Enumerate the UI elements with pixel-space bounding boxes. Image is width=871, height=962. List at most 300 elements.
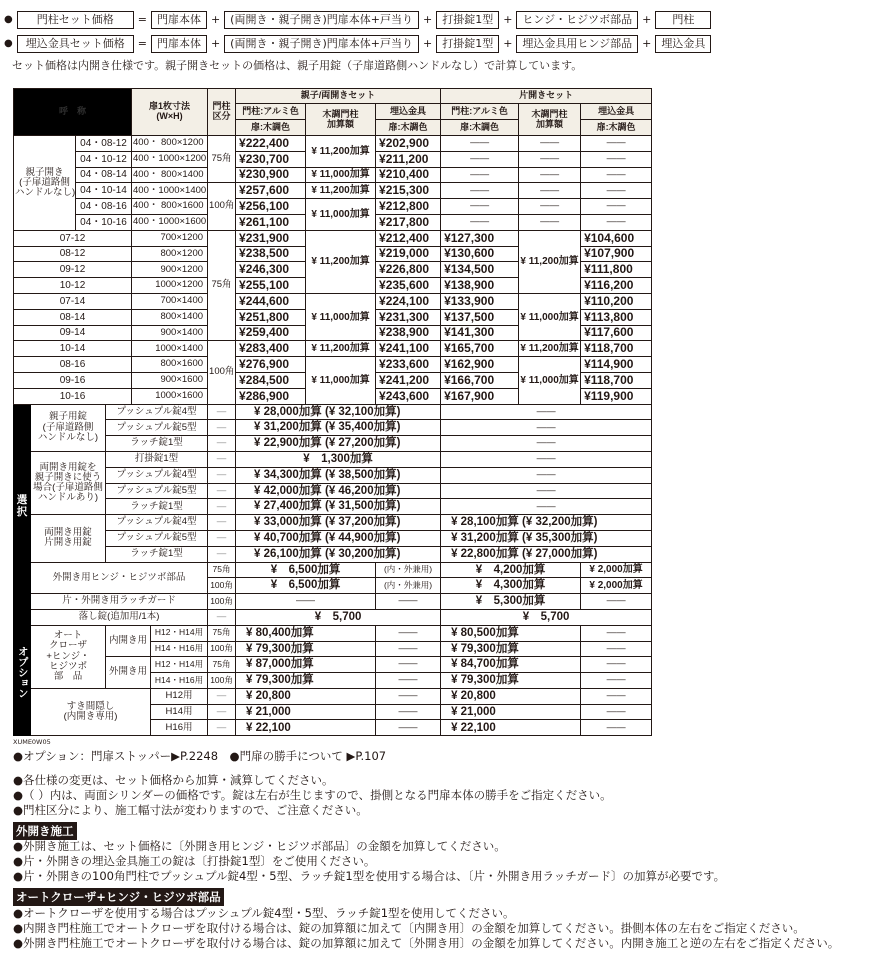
wood-add: ¥ 11,000加算 — [519, 357, 581, 404]
header-door-wood: 扉:木調色 — [376, 120, 441, 136]
size: 700×1400 — [132, 293, 208, 309]
price: ¥ 87,000加算 — [236, 657, 376, 673]
price: ¥ 6,500加算 — [236, 578, 376, 594]
select-section-label: 選 択 — [14, 404, 31, 609]
dash: — — [208, 609, 236, 625]
pillar: 100角 — [208, 183, 236, 230]
height-range: H12・H14用 — [151, 657, 208, 673]
dash: — — [208, 404, 236, 420]
code: 04・10-12 — [76, 151, 132, 167]
code: 04・10-16 — [76, 214, 132, 230]
dash: —— — [376, 657, 441, 673]
price: ¥284,500 — [236, 372, 306, 388]
price: ¥212,800 — [376, 199, 441, 215]
wood-add: ¥ 11,200加算 — [306, 136, 376, 168]
price: ¥246,300 — [236, 262, 306, 278]
size: 900×1200 — [132, 262, 208, 278]
table-row — [14, 357, 652, 373]
dash: —— — [376, 688, 441, 704]
size: 800×1400 — [132, 309, 208, 325]
equals: = — [137, 13, 147, 26]
table-row — [14, 530, 652, 546]
oyako-lock-price: ¥ 1,300加算 — [236, 451, 441, 467]
dash: —— — [581, 594, 652, 610]
price: ¥165,700 — [441, 341, 519, 357]
oyako-lock-price: ¥ 22,900加算 (¥ 27,200加算) — [236, 436, 441, 452]
note: ●外開き門柱施工でオートクローザを取付ける場合は、錠の加算額に加えて〔外開き用〕の金額を加算してください。内開き施工と逆の左右をご指定ください。 — [13, 936, 840, 950]
kata-lock-price: ¥ 31,200加算 (¥ 35,300加算) — [441, 530, 652, 546]
note: ●片・外開きの埋込金具施工の錠は〔打掛錠1型〕をご使用ください。 — [13, 854, 376, 868]
footer-notes — [0, 738, 871, 962]
size: 1000×1400 — [132, 341, 208, 357]
price: ¥219,000 — [376, 246, 441, 262]
price: ¥ 80,400加算 — [236, 625, 376, 641]
price: ¥ 5,700 — [236, 609, 441, 625]
dash: —— — [441, 420, 652, 436]
dash: — — [208, 420, 236, 436]
price: ¥212,400 — [376, 230, 441, 246]
bullet: ● — [4, 38, 13, 49]
formula-embed-set — [4, 34, 711, 53]
pillar: 100角 — [208, 673, 236, 689]
code: 08-16 — [14, 357, 132, 373]
dash: —— — [441, 167, 519, 183]
dash: —— — [376, 641, 441, 657]
table-row — [14, 341, 652, 357]
lock-group-label: 親子用錠 (子扉道路側 ハンドルなし) — [31, 404, 106, 451]
dash: — — [208, 688, 236, 704]
plus: + — [503, 13, 513, 26]
outward-label: 外開き用 — [106, 657, 151, 689]
dash: —— — [581, 688, 652, 704]
lock-type: ラッチ錠1型 — [106, 436, 208, 452]
table-row — [14, 499, 652, 515]
pillar: 100角 — [208, 341, 236, 404]
dash: —— — [441, 183, 519, 199]
lock-group-label: 両開き用錠を 親子開きに使う 場合(子扉道路側 ハンドルあり) — [31, 451, 106, 514]
size: 400・1000×1400 — [132, 183, 208, 199]
dash: — — [208, 499, 236, 515]
price: ¥222,400 — [236, 136, 306, 152]
price: ¥ 4,300加算 — [441, 578, 581, 594]
price: ¥276,900 — [236, 357, 306, 373]
kata-lock-price: ¥ 22,800加算 (¥ 27,000加算) — [441, 546, 652, 562]
table-row — [14, 451, 652, 467]
wood-add: ¥ 11,200加算 — [306, 230, 376, 293]
oyako-lock-price: ¥ 28,000加算 (¥ 32,100加算) — [236, 404, 441, 420]
size: 800×1600 — [132, 357, 208, 373]
dash: — — [208, 451, 236, 467]
note: ●（ ）内は、両面シリンダーの価格です。錠は左右が生じますので、掛側となる門扉本体の勝手をご指定ください。 — [13, 788, 612, 802]
dash: —— — [441, 451, 652, 467]
dash: —— — [581, 151, 652, 167]
oyako-lock-price: ¥ 42,000加算 (¥ 46,200加算) — [236, 483, 441, 499]
note: ●内開き門柱施工でオートクローザを取付ける場合は、錠の加算額に加えて〔内開き用〕の金額を加算してください。掛側本体の左右をご指定ください。 — [13, 921, 805, 935]
price: ¥166,700 — [441, 372, 519, 388]
oyako-lock-price: ¥ 34,300加算 (¥ 38,500加算) — [236, 467, 441, 483]
price: ¥ 80,500加算 — [441, 625, 581, 641]
header-pillar: 門柱 区分 — [208, 89, 236, 136]
pillar: 75角 — [208, 230, 236, 341]
price: ¥ 79,300加算 — [441, 641, 581, 657]
dash: — — [208, 467, 236, 483]
dash: —— — [519, 183, 581, 199]
dash: —— — [581, 657, 652, 673]
plus: + — [503, 37, 513, 50]
dash: —— — [441, 151, 519, 167]
price: ¥ 2,000加算 — [581, 578, 652, 594]
price: ¥224,100 — [376, 293, 441, 309]
price: ¥244,600 — [236, 293, 306, 309]
price: ¥114,900 — [581, 357, 652, 373]
size: 400・1000×1200 — [132, 151, 208, 167]
wood-add: ¥ 11,000加算 — [306, 199, 376, 231]
dash: —— — [236, 594, 376, 610]
formula-term: 埋込金具 — [655, 35, 711, 53]
pillar: 100角 — [208, 641, 236, 657]
price: ¥ 5,700 — [441, 609, 652, 625]
size: 900×1400 — [132, 325, 208, 341]
section-title-autocloser: オートクローザ+ヒンジ・ヒジツボ部品 — [13, 888, 224, 906]
code: 09-12 — [14, 262, 132, 278]
lock-type: プッシュプル錠4型 — [106, 515, 208, 531]
oyako-lock-price: ¥ 33,000加算 (¥ 37,200加算) — [236, 515, 441, 531]
price: ¥256,100 — [236, 199, 306, 215]
formula-pillar-set — [4, 10, 711, 29]
inward-label: 内開き用 — [106, 625, 151, 657]
header-kata-set: 片開きセット — [441, 89, 652, 104]
price: ¥283,400 — [236, 341, 306, 357]
table-row — [14, 609, 652, 625]
code: 04・08-16 — [76, 199, 132, 215]
table-row — [14, 167, 652, 183]
formula-term: (両開き・親子開き)門扉本体+戸当り — [224, 35, 419, 53]
size: 800×1200 — [132, 246, 208, 262]
table-row — [14, 293, 652, 309]
dash: —— — [581, 167, 652, 183]
wood-add: ¥ 11,200加算 — [519, 230, 581, 293]
table-row — [14, 688, 652, 704]
wood-add: ¥ 11,000加算 — [519, 293, 581, 340]
formula-name: 門柱セット価格 — [17, 11, 134, 29]
price: ¥104,600 — [581, 230, 652, 246]
dash: —— — [376, 594, 441, 610]
dash: —— — [519, 167, 581, 183]
code: 07-14 — [14, 293, 132, 309]
lock-type: ラッチ錠1型 — [106, 546, 208, 562]
header-door-wood: 扉:木調色 — [441, 120, 519, 136]
dash: — — [208, 720, 236, 736]
header-door-wood: 扉:木調色 — [581, 120, 652, 136]
table-row — [14, 404, 652, 420]
price: ¥119,900 — [581, 388, 652, 404]
price: ¥127,300 — [441, 230, 519, 246]
option-reference: ●オプション：門扉ストッパー▶P.2248 ●門扉の勝手について ▶P.107 — [13, 749, 387, 763]
price: ¥ 4,200加算 — [441, 562, 581, 578]
dash: —— — [581, 199, 652, 215]
hinge-label: 外開き用ヒンジ・ヒジツボ部品 — [31, 562, 208, 594]
price: ¥ 5,300加算 — [441, 594, 581, 610]
price: ¥261,100 — [236, 214, 306, 230]
note: ●各仕様の変更は、セット価格から加算・減算してください。 — [13, 773, 334, 787]
table-row — [14, 483, 652, 499]
code: 10-12 — [14, 278, 132, 294]
header-embed: 埋込金具 — [581, 104, 652, 120]
note: ●外開き施工は、セット価格に〔外開き用ヒンジ・ヒジツボ部品〕の金額を加算してください。 — [13, 839, 506, 853]
price: ¥251,800 — [236, 309, 306, 325]
price: ¥ 79,300加算 — [441, 673, 581, 689]
code: 07-12 — [14, 230, 132, 246]
code: 04・08-12 — [76, 136, 132, 152]
catalog-code: XUME0W05 — [13, 738, 51, 746]
formula-term: 打掛錠1型 — [436, 11, 499, 29]
dash: —— — [519, 214, 581, 230]
dash: —— — [441, 467, 652, 483]
price: ¥134,500 — [441, 262, 519, 278]
height: H16用 — [151, 720, 208, 736]
wood-add: ¥ 11,000加算 — [306, 357, 376, 404]
price: ¥211,200 — [376, 151, 441, 167]
pillar: 100角 — [208, 578, 236, 594]
price: ¥117,600 — [581, 325, 652, 341]
dash: —— — [581, 183, 652, 199]
price: ¥257,600 — [236, 183, 306, 199]
dash: —— — [581, 720, 652, 736]
header-alumi: 門柱:アルミ色 — [236, 104, 306, 120]
table-row — [14, 625, 652, 641]
price: ¥231,900 — [236, 230, 306, 246]
dash: —— — [441, 214, 519, 230]
height-range: H12・H14用 — [151, 625, 208, 641]
price: ¥243,600 — [376, 388, 441, 404]
formula-name: 埋込金具セット価格 — [17, 35, 134, 53]
oyako-lock-price: ¥ 31,200加算 (¥ 35,400加算) — [236, 420, 441, 436]
set-note: セット価格は内開き仕様です。親子開きセットの価格は、親子用錠（子扉道路側ハンドルなし）で計算しています。 — [12, 59, 583, 72]
size: 1000×1600 — [132, 388, 208, 404]
price: ¥259,400 — [236, 325, 306, 341]
wood-add: ¥ 11,200加算 — [306, 183, 376, 199]
dash: —— — [519, 199, 581, 215]
price: ¥141,300 — [441, 325, 519, 341]
formula-term: 門柱 — [655, 11, 711, 29]
plus: + — [422, 13, 433, 26]
oyako-lock-price: ¥ 27,400加算 (¥ 31,500加算) — [236, 499, 441, 515]
price: ¥ 79,300加算 — [236, 673, 376, 689]
note: ●片・外開きの100角門柱でプッシュプル錠4型・5型、ラッチ錠1型を使用する場合は、〔片・外開き用ラッチガード〕の加算が必要です。 — [13, 869, 726, 883]
code: 08-12 — [14, 246, 132, 262]
pillar: 75角 — [208, 657, 236, 673]
wood-add: ¥ 11,000加算 — [306, 293, 376, 340]
price: ¥ 21,000 — [441, 704, 581, 720]
hinge-note: (内・外兼用) — [376, 578, 441, 594]
price: ¥286,900 — [236, 388, 306, 404]
lock-type: ラッチ錠1型 — [106, 499, 208, 515]
price: ¥233,600 — [376, 357, 441, 373]
dash: —— — [441, 136, 519, 152]
price: ¥255,100 — [236, 278, 306, 294]
code: 08-14 — [14, 309, 132, 325]
size: 400・ 800×1400 — [132, 167, 208, 183]
table-row — [14, 183, 652, 199]
plus: + — [642, 37, 652, 50]
dash: —— — [376, 704, 441, 720]
lock-type: 打掛錠1型 — [106, 451, 208, 467]
dash: —— — [441, 404, 652, 420]
table-row — [14, 467, 652, 483]
header-wood-add: 木調門柱 加算額 — [306, 104, 376, 136]
table-row — [14, 546, 652, 562]
price: ¥111,800 — [581, 262, 652, 278]
size: 900×1600 — [132, 372, 208, 388]
dash: — — [208, 436, 236, 452]
table-row — [14, 594, 652, 610]
formula-term: (両開き・親子開き)門扉本体+戸当り — [224, 11, 419, 29]
plus: + — [422, 37, 433, 50]
price: ¥ 2,000加算 — [581, 562, 652, 578]
header-oyako-set: 親子/両開きセット — [236, 89, 441, 104]
hinge-note: (内・外兼用) — [376, 562, 441, 578]
code: 04・10-14 — [76, 183, 132, 199]
price: ¥ 20,800 — [236, 688, 376, 704]
price: ¥118,700 — [581, 372, 652, 388]
dash: — — [208, 530, 236, 546]
formula-term: 打掛錠1型 — [436, 35, 499, 53]
dash: —— — [519, 151, 581, 167]
table-row — [14, 562, 652, 578]
price: ¥116,200 — [581, 278, 652, 294]
price: ¥217,800 — [376, 214, 441, 230]
header-alumi: 門柱:アルミ色 — [441, 104, 519, 120]
pillar: 100角 — [208, 594, 236, 610]
wood-add: ¥ 11,200加算 — [306, 341, 376, 357]
lock-type: プッシュプル錠4型 — [106, 467, 208, 483]
lock-type: プッシュプル錠5型 — [106, 420, 208, 436]
price: ¥107,900 — [581, 246, 652, 262]
oyako-lock-price: ¥ 26,100加算 (¥ 30,200加算) — [236, 546, 441, 562]
dash: —— — [376, 720, 441, 736]
dash: —— — [376, 625, 441, 641]
price: ¥ 20,800 — [441, 688, 581, 704]
price: ¥133,900 — [441, 293, 519, 309]
note: ●オートクローザを使用する場合はプッシュプル錠4型・5型、ラッチ錠1型を使用してください。 — [13, 906, 515, 920]
dash: —— — [581, 641, 652, 657]
option-section-label: オプション — [14, 609, 31, 735]
formula-term: 門扉本体 — [151, 11, 207, 29]
drop-bolt-label: 落し錠(追加用/1本) — [31, 609, 208, 625]
lock-type: プッシュプル錠5型 — [106, 530, 208, 546]
note: ●門柱区分により、施工幅寸法が変わりますので、ご注意ください。 — [13, 803, 368, 817]
price-table — [13, 88, 652, 736]
formula-term: 門扉本体 — [151, 35, 207, 53]
table-row — [14, 436, 652, 452]
lock-group-label: 両開き用錠 片開き用錠 — [31, 515, 106, 562]
code: 04・08-14 — [76, 167, 132, 183]
table-row — [14, 199, 652, 215]
price: ¥230,700 — [236, 151, 306, 167]
price: ¥167,900 — [441, 388, 519, 404]
oyako-lock-price: ¥ 40,700加算 (¥ 44,900加算) — [236, 530, 441, 546]
code: 10-16 — [14, 388, 132, 404]
price: ¥202,900 — [376, 136, 441, 152]
price: ¥241,200 — [376, 372, 441, 388]
price: ¥162,900 — [441, 357, 519, 373]
formula-term: ヒンジ・ヒジツボ部品 — [516, 11, 638, 29]
price: ¥235,600 — [376, 278, 441, 294]
header-embed: 埋込金具 — [376, 104, 441, 120]
table-row — [14, 657, 652, 673]
price: ¥113,800 — [581, 309, 652, 325]
price: ¥137,500 — [441, 309, 519, 325]
height: H12用 — [151, 688, 208, 704]
price: ¥ 22,100 — [441, 720, 581, 736]
dash: —— — [441, 199, 519, 215]
height: H14用 — [151, 704, 208, 720]
price: ¥130,600 — [441, 246, 519, 262]
price: ¥230,900 — [236, 167, 306, 183]
dash: —— — [581, 136, 652, 152]
wood-add: ¥ 11,000加算 — [306, 167, 376, 183]
height-range: H14・H16用 — [151, 641, 208, 657]
gap-cover-label: すき間隠し (内開き専用) — [31, 688, 151, 735]
plus: + — [210, 37, 221, 50]
dash: —— — [441, 483, 652, 499]
size: 700×1200 — [132, 230, 208, 246]
price: ¥241,100 — [376, 341, 441, 357]
price: ¥210,400 — [376, 167, 441, 183]
dash: —— — [581, 625, 652, 641]
size: 1000×1200 — [132, 278, 208, 294]
formula-term: 埋込金具用ヒンジ部品 — [516, 35, 638, 53]
lock-type: プッシュプル錠5型 — [106, 483, 208, 499]
code: 09-16 — [14, 372, 132, 388]
dash: —— — [581, 704, 652, 720]
price: ¥ 21,000 — [236, 704, 376, 720]
header-name: 呼 称 — [14, 89, 132, 136]
plus: + — [642, 13, 652, 26]
price: ¥231,300 — [376, 309, 441, 325]
pillar: 75角 — [208, 625, 236, 641]
dash: —— — [519, 136, 581, 152]
code: 10-14 — [14, 341, 132, 357]
section-title-outside: 外開き施工 — [13, 822, 77, 840]
price: ¥ 6,500加算 — [236, 562, 376, 578]
code: 09-14 — [14, 325, 132, 341]
pillar: 75角 — [208, 136, 236, 183]
oyako-label: 親子開き (子扉道路側 ハンドルなし) — [14, 136, 76, 231]
size: 400・ 800×1200 — [132, 136, 208, 152]
lock-type: プッシュプル錠4型 — [106, 404, 208, 420]
header-size: 扉1枚寸法 (W×H) — [132, 89, 208, 136]
price: ¥138,900 — [441, 278, 519, 294]
price: ¥ 84,700加算 — [441, 657, 581, 673]
dash: — — [208, 515, 236, 531]
bullet: ● — [4, 14, 13, 25]
dash: — — [208, 546, 236, 562]
equals: = — [137, 37, 147, 50]
dash: — — [208, 483, 236, 499]
plus: + — [210, 13, 221, 26]
dash: —— — [441, 436, 652, 452]
wood-add: ¥ 11,200加算 — [519, 341, 581, 357]
autocloser-label: オート クローザ +ヒンジ・ ヒジツボ 部 品 — [31, 625, 106, 688]
price: ¥110,200 — [581, 293, 652, 309]
latch-guard-label: 片・外開き用ラッチガード — [31, 594, 208, 610]
price: ¥215,300 — [376, 183, 441, 199]
header-door-wood: 扉:木調色 — [236, 120, 306, 136]
kata-lock-price: ¥ 28,100加算 (¥ 32,200加算) — [441, 515, 652, 531]
height-range: H14・H16用 — [151, 673, 208, 689]
table-row — [14, 230, 652, 246]
